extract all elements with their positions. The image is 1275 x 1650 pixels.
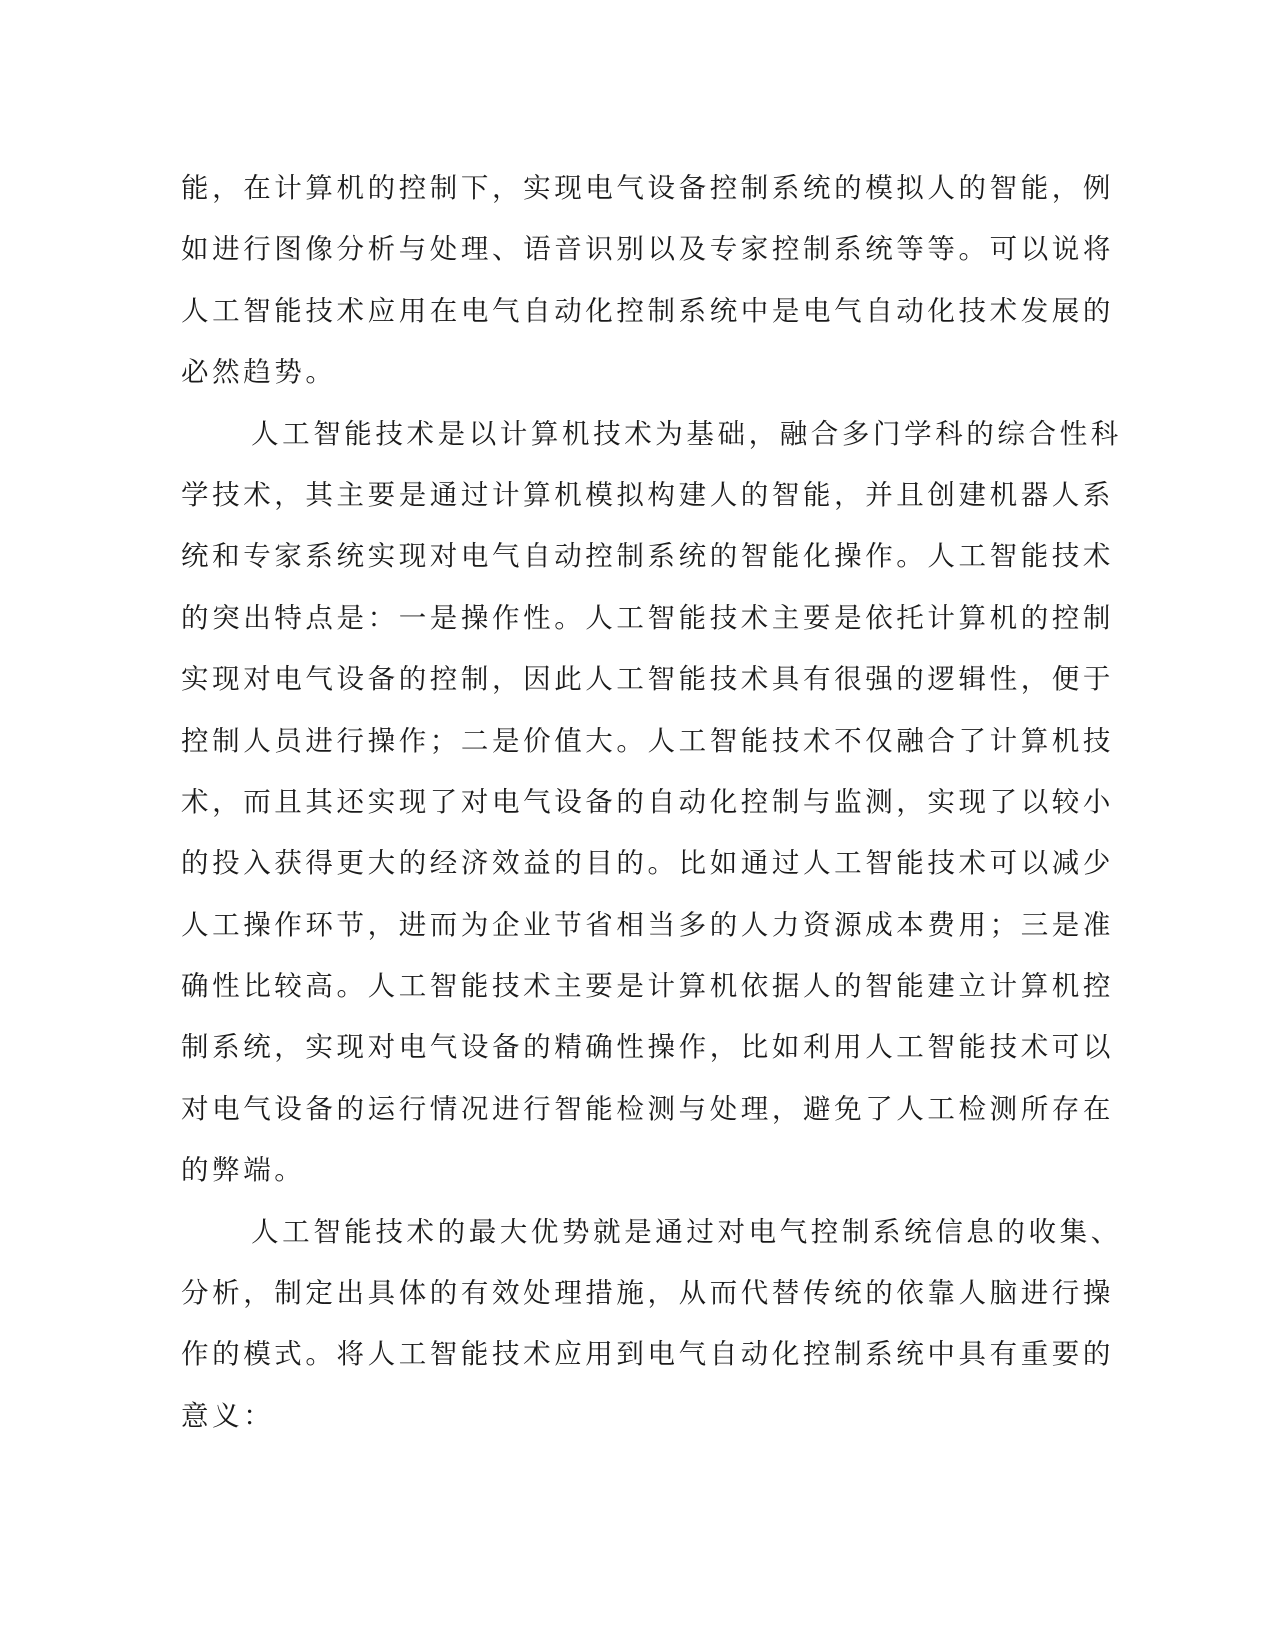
text-line: 确性比较高。人工智能技术主要是计算机依据人的智能建立计算机控 [181,970,1114,1003]
text-line: 术，而且其还实现了对电气设备的自动化控制与监测，实现了以较小 [181,785,1114,818]
text-line: 对电气设备的运行情况进行智能检测与处理，避免了人工检测所存在 [181,1092,1114,1125]
paragraph-2 [181,404,1122,1202]
text-line: 必然趋势。 [181,356,337,389]
text-line: 的投入获得更大的经济效益的目的。比如通过人工智能技术可以减少 [181,847,1114,880]
text-line: 控制人员进行操作；二是价值大。人工智能技术不仅融合了计算机技 [181,724,1114,757]
body-text [181,158,1122,1447]
text-line: 学技术，其主要是通过计算机模拟构建人的智能，并且创建机器人系 [181,478,1114,511]
text-line: 作的模式。将人工智能技术应用到电气自动化控制系统中具有重要的 [181,1338,1114,1371]
text-line: 人工智能技术的最大优势就是通过对电气控制系统信息的收集、 [251,1215,1122,1248]
text-line: 分析，制定出具体的有效处理措施，从而代替传统的依靠人脑进行操 [181,1277,1114,1310]
text-line: 人工智能技术是以计算机技术为基础，融合多门学科的综合性科 [251,417,1122,450]
text-line: 人工操作环节，进而为企业节省相当多的人力资源成本费用；三是准 [181,908,1114,941]
text-line: 实现对电气设备的控制，因此人工智能技术具有很强的逻辑性，便于 [181,663,1114,696]
text-line: 能，在计算机的控制下，实现电气设备控制系统的模拟人的智能，例 [181,172,1114,204]
text-line: 的弊端。 [181,1154,306,1187]
text-line: 意义： [181,1399,275,1432]
text-line: 制系统，实现对电气设备的精确性操作，比如利用人工智能技术可以 [181,1031,1114,1064]
text-line: 统和专家系统实现对电气自动控制系统的智能化操作。人工智能技术 [181,540,1114,573]
text-line: 如进行图像分析与处理、语音识别以及专家控制系统等等。可以说将 [181,233,1114,266]
paragraph-3 [181,1202,1122,1448]
paragraph-1 [181,158,1114,404]
text-line: 的突出特点是：一是操作性。人工智能技术主要是依托计算机的控制 [181,601,1114,634]
text-line: 人工智能技术应用在电气自动化控制系统中是电气自动化技术发展的 [181,294,1114,327]
